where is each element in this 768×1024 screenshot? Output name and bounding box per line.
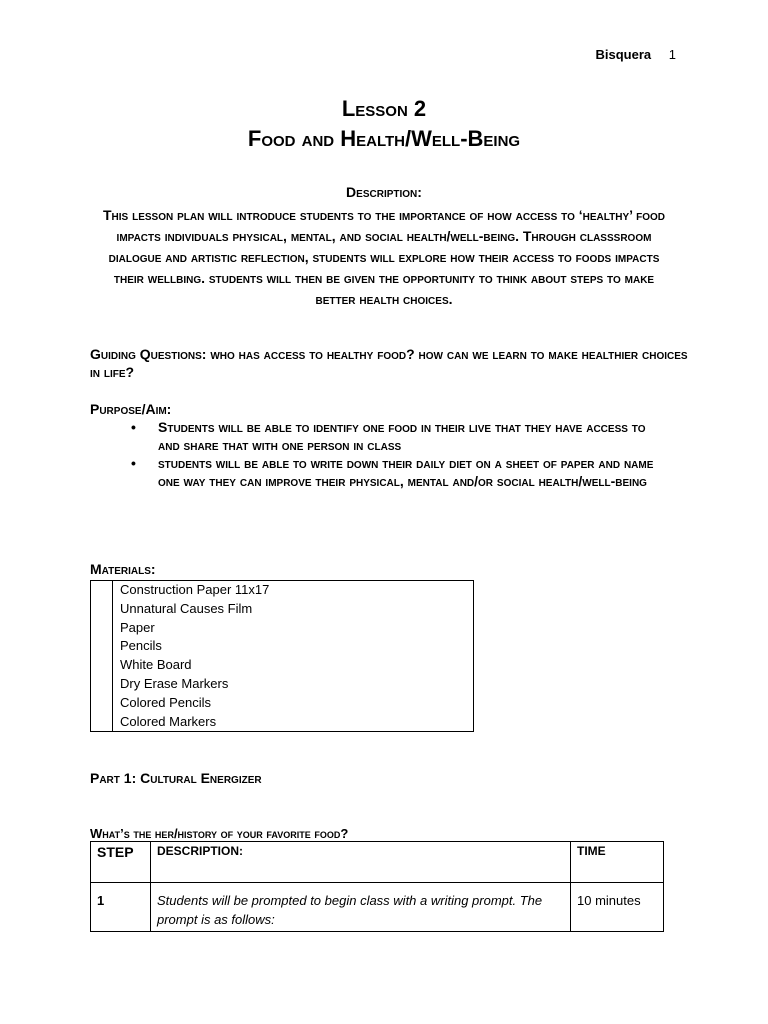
bullet-icon: • <box>131 455 136 471</box>
material-item: Pencils <box>120 638 162 654</box>
column-header-description: DESCRIPTION: <box>151 842 571 883</box>
material-item: Colored Markers <box>120 713 217 729</box>
material-item: Unnatural Causes Film <box>120 600 253 616</box>
description-heading: Description: <box>346 184 422 200</box>
page-header <box>596 47 677 62</box>
purpose-item <box>131 418 671 454</box>
material-item: Colored Pencils <box>120 694 212 710</box>
table-header-row <box>91 842 664 883</box>
bullet-icon: • <box>131 419 136 435</box>
history-heading: What’s the her/history of your favorite food? <box>90 826 349 841</box>
step-time: 10 minutes <box>571 883 664 932</box>
table-row <box>91 883 664 932</box>
materials-table <box>90 580 474 732</box>
step-number: 1 <box>91 883 151 932</box>
material-item: Construction Paper 11x17 <box>120 582 270 597</box>
materials-heading: Materials: <box>90 561 156 577</box>
guiding-questions-text: who has access to healthy food? how can we learn to make healthier choices in life? <box>90 346 688 380</box>
column-header-time: TIME <box>571 842 664 883</box>
materials-divider <box>112 581 113 731</box>
part1-heading: Part 1: Cultural Energizer <box>90 770 262 786</box>
material-item: Paper <box>120 619 155 635</box>
material-item: White Board <box>120 657 192 673</box>
purpose-item <box>131 454 671 490</box>
author-name: Bisquera <box>595 47 652 62</box>
step-description: Students will be prompted to begin class with a writing prompt. The prompt is as follows: <box>151 883 571 932</box>
purpose-item-text: students will be able to write down their daily diet on a sheet of paper and name one way they can improve their physical, mental and/or social health/well-being <box>158 455 654 489</box>
guiding-questions <box>90 345 690 381</box>
purpose-list <box>131 418 671 490</box>
description-body: This lesson plan will introduce students to the importance of how access to ‘healthy’ food impacts individuals physical, mental, and social health/well-being. Through classsroom dialogue and artistic reflection, students will explore how their access to foods impacts their wellbing. students will then be given the opportunity to think about steps to make better health choices. <box>102 207 666 307</box>
steps-table <box>90 841 664 932</box>
guiding-questions-label: Guiding Questions: <box>90 346 207 362</box>
lesson-subtitle: Food and Health/Well-Being <box>247 126 521 151</box>
materials-list <box>120 581 269 731</box>
lesson-title: Lesson 2 <box>341 96 427 121</box>
purpose-item-text: Students will be able to identify one food in their live that they have access to and share that with one person in class <box>158 419 646 453</box>
purpose-heading: Purpose/Aim: <box>90 401 172 417</box>
material-item: Dry Erase Markers <box>120 675 229 691</box>
column-header-step: STEP <box>91 842 151 883</box>
page-number: 1 <box>668 47 676 62</box>
